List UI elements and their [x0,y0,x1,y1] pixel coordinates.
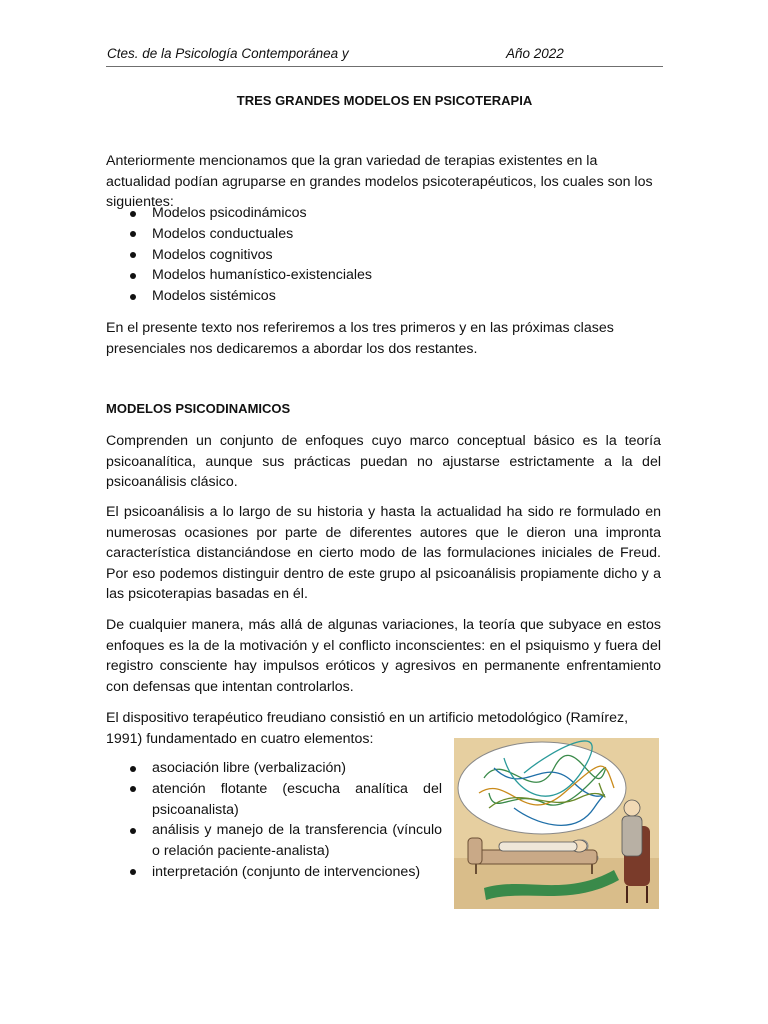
section-paragraph-3: De cualquier manera, más allá de algunas variaciones, la teoría que subyace en estos enfoques es la de la motivación y el conflicto inconscientes: en el psiquismo y fuera del registro consciente hay impulsos eróticos y agresivos en permanente enfrentamiento con defensas que intentan controlarlos. [106,617,661,695]
bullet-icon [130,869,136,875]
list-item: Modelos conductuales [106,224,372,245]
bullet-icon [130,273,136,279]
list-item: Modelos psicodinámicos [106,203,372,224]
header-course: Ctes. de la Psicología Contemporánea y [107,46,349,61]
list-item: análisis y manejo de la transferencia (vínculo o relación paciente-analista) [106,820,442,862]
bullet-icon [130,231,136,237]
bullet-icon [130,828,136,834]
list-item: asociación libre (verbalización) [106,758,442,779]
elements-list [106,758,442,883]
after-models-paragraph: En el presente texto nos referiremos a los tres primeros y en las próximas clases presenciales nos dedicaremos a abordar los dos restantes. [106,320,614,357]
section-paragraph-2: El psicoanálisis a lo largo de su historia y hasta la actualidad ha sido re formulado en numerosas ocasiones por parte de diferentes autores que le dieron una impronta característica distanciándose en cierto modo de las formulaciones iniciales de Freud. Por eso podemos distinguir dentro de este grupo al psicoanálisis propiamente dicho y a las psicoterapias basadas en él. [106,504,661,603]
list-item: Modelos humanístico-existenciales [106,265,372,286]
illustration-drawing [454,738,659,909]
bullet-icon [130,252,136,258]
section-paragraph-4: El dispositivo terapéutico freudiano consistió en un artificio metodológico (Ramírez, 1991) fundamentado en cuatro elementos: [106,710,629,747]
bullet-icon [130,786,136,792]
list-item: interpretación (conjunto de intervenciones) [106,862,442,883]
bullet-icon [130,766,136,772]
section-heading: MODELOS PSICODINAMICOS [106,401,291,416]
list-item: atención flotante (escucha analítica del psicoanalista) [106,779,442,821]
list-item: Modelos cognitivos [106,245,372,266]
section-paragraph-1: Comprenden un conjunto de enfoques cuyo marco conceptual básico es la teoría psicoanalítica, aunque sus prácticas puedan no ajustarse estrictamente a la del psicoanálisis clásico. [106,433,661,491]
intro-paragraph: Anteriormente mencionamos que la gran variedad de terapias existentes en la actualidad podían agruparse en grandes modelos psicoterapéuticos, los cuales son los siguientes: [106,153,653,211]
list-item: Modelos sistémicos [106,286,372,307]
psychoanalysis-illustration [454,738,659,909]
bullet-icon [130,211,136,217]
bullet-icon [130,294,136,300]
document-title: TRES GRANDES MODELOS EN PSICOTERAPIA [236,93,533,108]
models-list [106,203,372,307]
page-header [106,46,663,67]
header-year: Año 2022 [506,46,564,61]
